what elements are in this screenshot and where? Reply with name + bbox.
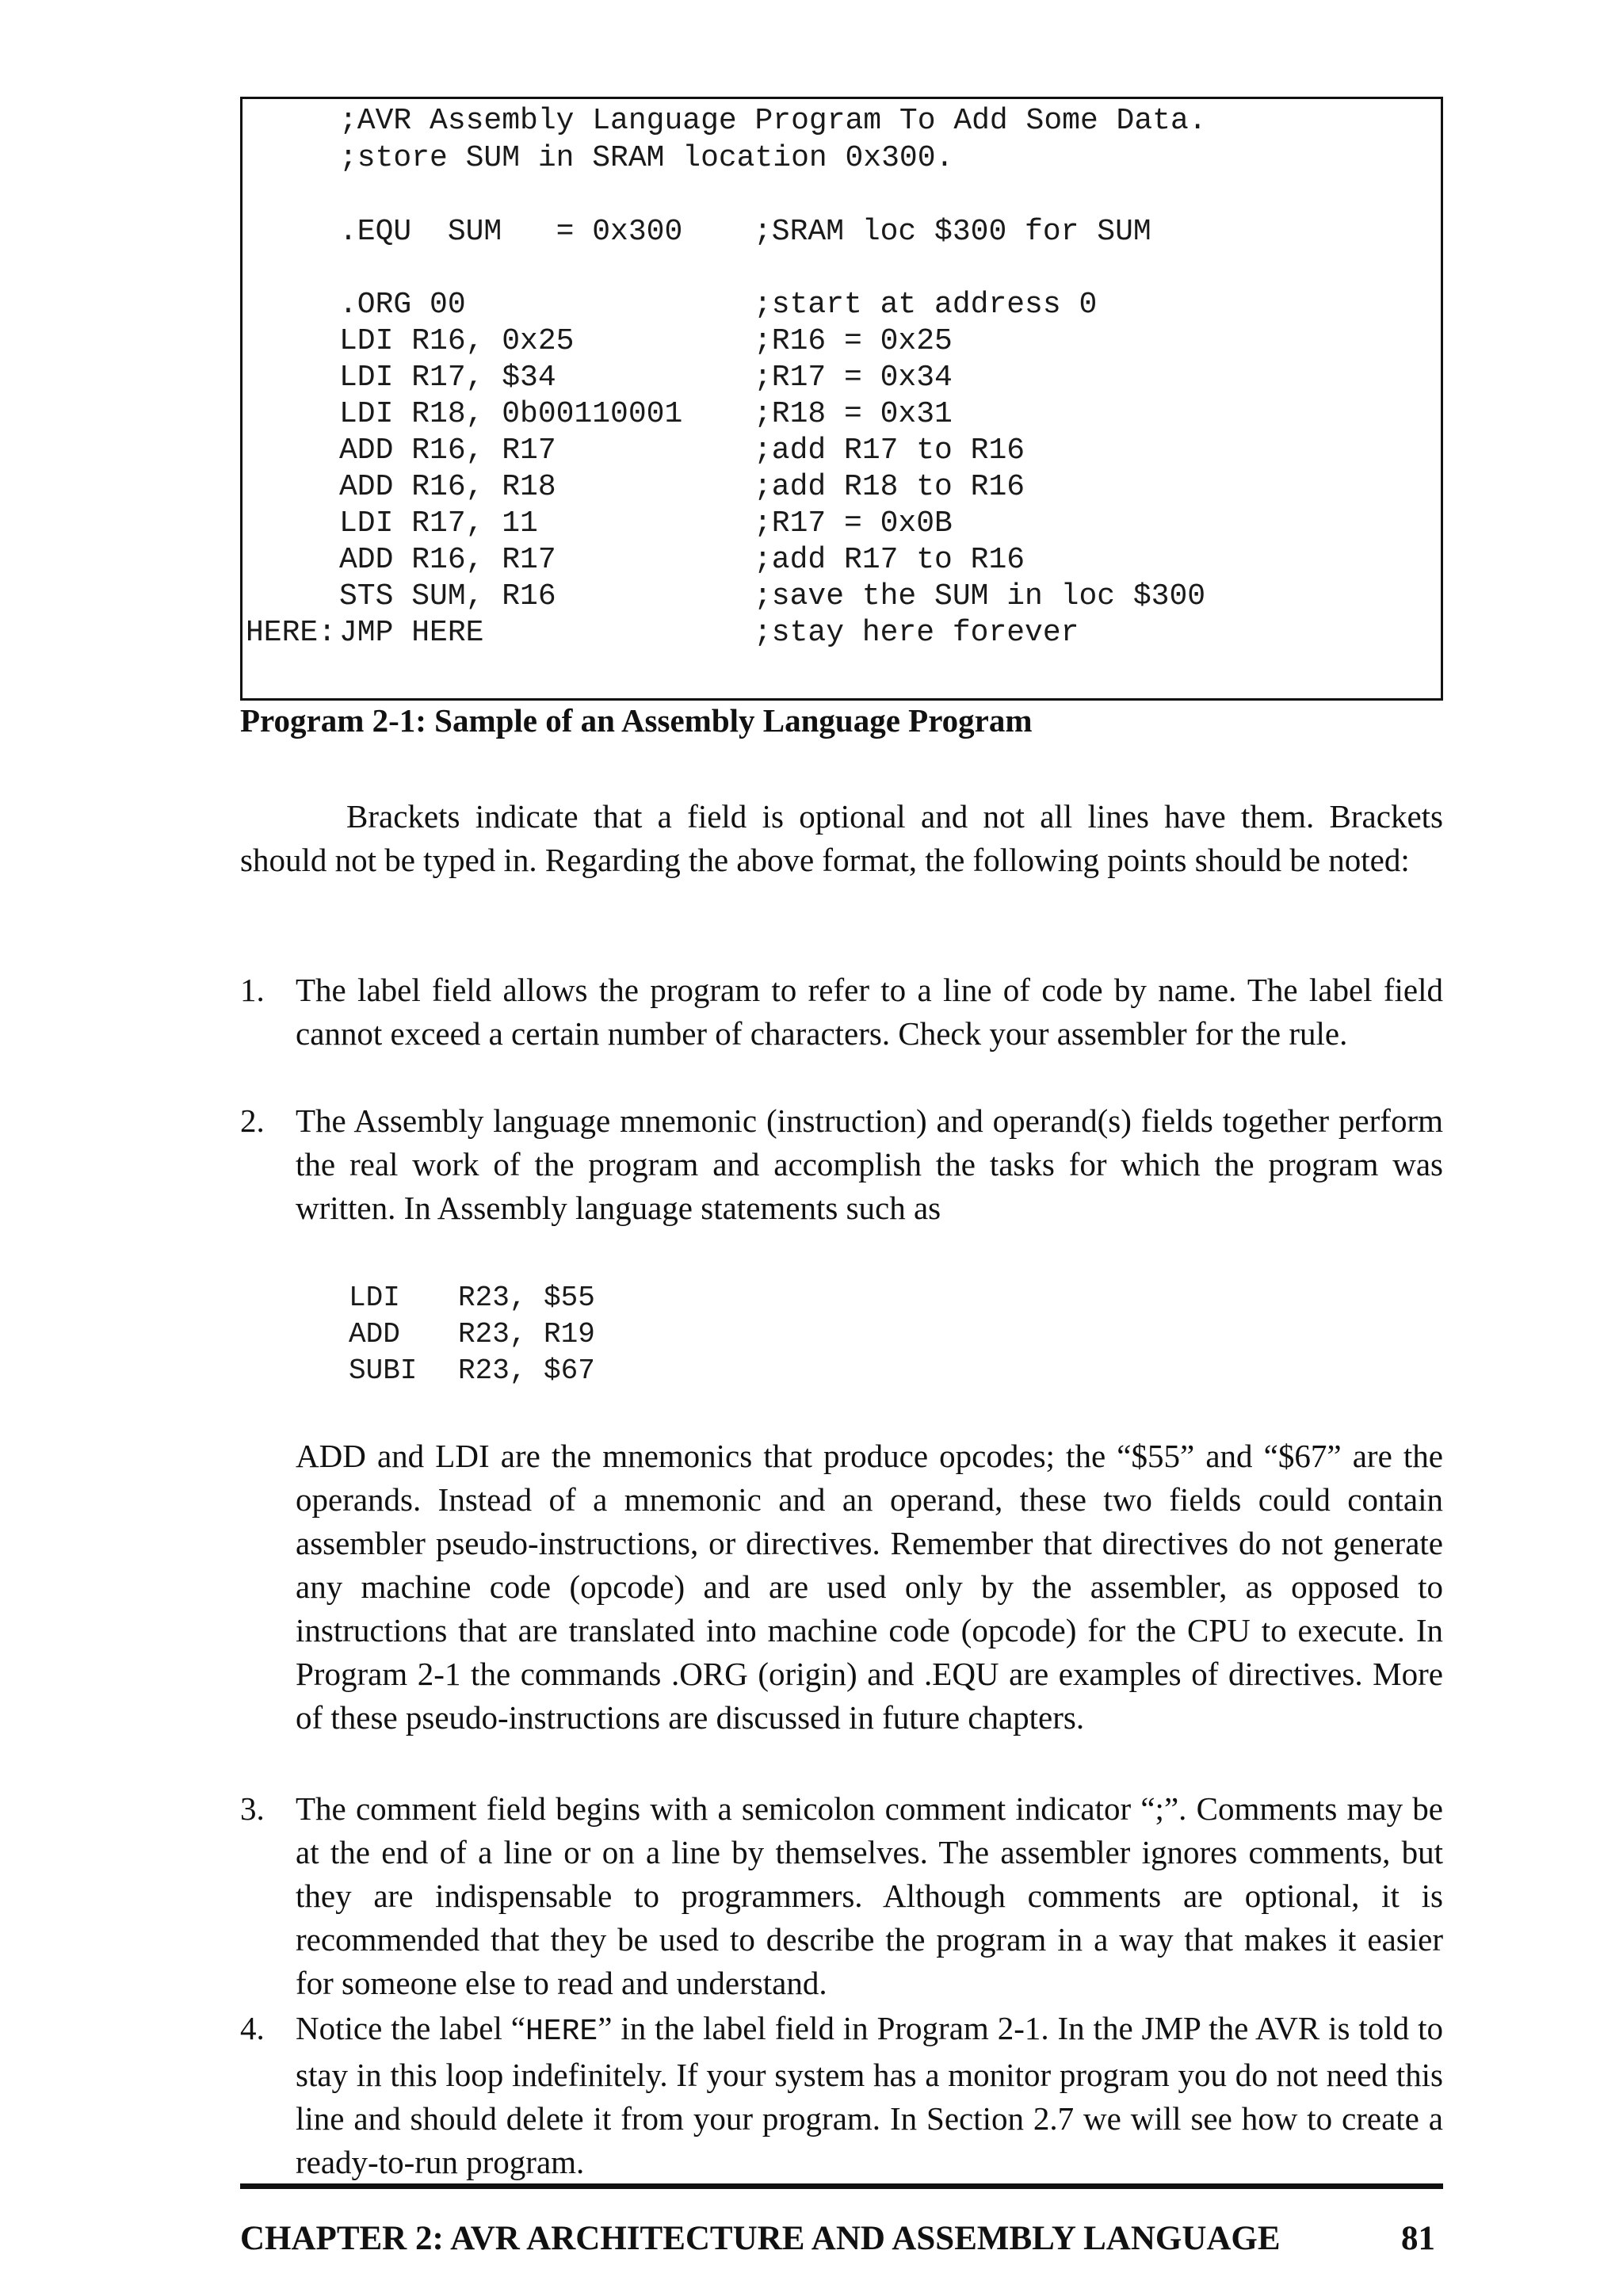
code-row-code: STS SUM, R16 [339,579,556,613]
code-row-comment: ;R17 = 0x0B [754,506,953,541]
code-row-comment: ;add R17 to R16 [754,543,1025,577]
code-row-code: ADD R16, R17 [339,543,556,577]
code-row-comment: ;add R17 to R16 [754,434,1025,468]
example-code-operands: R23, $55 [458,1282,595,1314]
example-code-mnemonic: ADD [349,1318,400,1350]
code-row-code: ADD R16, R17 [339,434,556,468]
page-number: 81 [1401,2220,1435,2257]
program-listing-box [240,97,1443,701]
example-code-mnemonic: SUBI [349,1354,418,1387]
code-header-line-1: ;AVR Assembly Language Program To Add Some Data. [339,104,1207,138]
point-2-continuation: ADD and LDI are the mnemonics that produce opcodes; the “$55” and “$67” are the operands. Instead of a mnemonic and an operand, these two fields could contain assembler pseudo-instructions, or directives. Remember that directives do not generate any machine code (opcode) and are used only by the assembler, as opposed to instructions that are translated into machine code (opcode) for the CPU to execute. In Program 2-1 the commands .ORG (origin) and .EQU are examples of directives. More of these pseudo-instructions are discussed in future chapters. [296,1438,1443,1736]
code-header-line-2: ;store SUM in SRAM location 0x300. [339,141,954,175]
code-equ-comment: ;SRAM loc $300 for SUM [754,215,1151,249]
code-row-code: .ORG 00 [339,288,466,322]
code-row-code: LDI R17, 11 [339,506,538,541]
example-code-operands: R23, R19 [458,1318,595,1350]
code-row-comment: ;start at address 0 [754,288,1098,322]
footer-chapter-title: CHAPTER 2: AVR ARCHITECTURE AND ASSEMBLY LANGUAGE [240,2220,1281,2257]
code-row-label: HERE: [246,616,337,650]
list-item-text: The comment field begins with a semicolon comment indicator “;”. Comments may be at the end of a line or on a line by themselves. The assembler ignores comments, but they are indispensable to programmers. Although comments are optional, it is recommended that they be used to describe the program in a way that makes it easier for someone else to read and understand. [296,1790,1443,2001]
code-row-comment: ;R16 = 0x25 [754,324,953,358]
code-row-code: LDI R17, $34 [339,361,556,395]
list-item-text-before: Notice the label “ [296,2010,525,2046]
program-caption: Program 2-1: Sample of an Assembly Language Program [240,702,1033,739]
example-code-mnemonic: LDI [349,1282,400,1314]
list-item-text: The label field allows the program to refer to a line of code by name. The label field cannot exceed a certain number of characters. Check your assembler for the rule. [296,972,1443,1052]
list-item-text: The Assembly language mnemonic (instruction) and operand(s) fields together perform the real work of the program and accomplish the tasks for which the program was written. In Assembly language statements such as [296,1102,1443,1226]
code-row-comment: ;add R18 to R16 [754,470,1025,504]
footer-rule [240,2183,1443,2189]
list-number: 3. [240,1790,265,1827]
list-number: 1. [240,972,265,1008]
list-item-text-after: ” in the label field in Program 2-1. In the JMP the AVR is told to stay in this loop indefinitely. If your system has a monitor program you do not need this line and should delete it from your program. In Section 2.7 we will see how to create a ready-to-run program. [296,2010,1443,2180]
code-row-code: LDI R16, 0x25 [339,324,575,358]
code-row-comment: ;R18 = 0x31 [754,397,953,431]
list-item-text [296,2007,1443,2184]
code-equ-line: .EQU SUM = 0x300 [339,215,683,249]
code-row-code: ADD R16, R18 [339,470,556,504]
code-row-comment: ;stay here forever [754,616,1079,650]
list-number: 2. [240,1102,265,1139]
code-row-code: JMP HERE [339,616,484,650]
example-code-operands: R23, $67 [458,1354,595,1387]
here-label-inline: HERE [525,2015,598,2049]
intro-paragraph: Brackets indicate that a field is optional and not all lines have them. Brackets should not be typed in. Regarding the above format, the following points should be noted: [240,798,1443,878]
code-row-code: LDI R18, 0b00110001 [339,397,683,431]
code-row-comment: ;save the SUM in loc $300 [754,579,1206,613]
code-row-comment: ;R17 = 0x34 [754,361,953,395]
list-number: 4. [240,2010,265,2046]
